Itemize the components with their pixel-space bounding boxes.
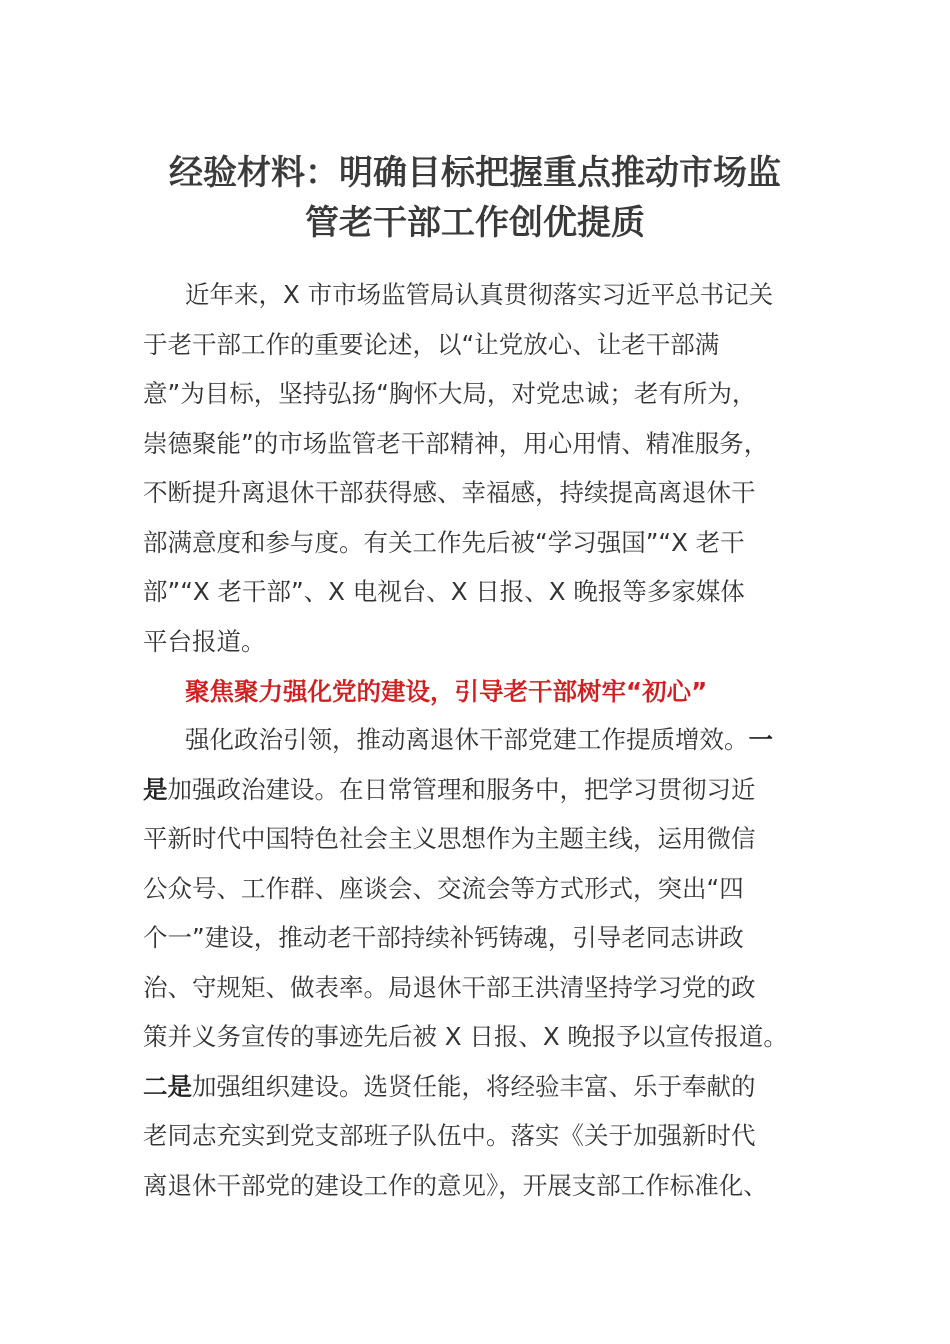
paragraph-line: 策并义务宣传的事迹先后被 X 日报、X 晚报予以宣传报道。	[143, 1022, 788, 1051]
paragraph-line: 于老干部工作的重要论述，以“让党放心、让老干部满	[143, 329, 720, 359]
paragraph-line: 意”为目标，坚持弘扬“胸怀大局，对党忠诚；老有所为，	[143, 379, 757, 408]
paragraph-line: 不断提升离退休干部获得感、幸福感，持续提高离退休干	[143, 478, 756, 507]
paragraph-line: 崇德聚能”的市场监管老干部精神，用心用情、精准服务，	[143, 428, 769, 458]
paragraph-line: 部”“X 老干部”、X 电视台、X 日报、X 晚报等多家媒体	[143, 577, 745, 606]
line-text: 加强政治建设。在日常管理和服务中，把学习贯彻习近	[167, 774, 756, 804]
bold-marker: 一	[748, 725, 773, 754]
line-text: 加强组织建设。选贤任能，将经验丰富、乐于奉献的	[192, 1071, 756, 1101]
line-text: 强化政治引领，推动离退休干部党建工作提质增效。	[185, 725, 749, 754]
paragraph-line: 平新时代中国特色社会主义思想作为主题主线，运用微信	[143, 824, 756, 853]
title-line-2: 管老干部工作创优提质	[305, 203, 645, 243]
paragraph-line: 老同志充实到党支部班子队伍中。落实《关于加强新时代	[143, 1121, 756, 1150]
section-heading: 聚焦聚力强化党的建设，引导老干部树牢“初心”	[185, 677, 708, 706]
paragraph-line: 平台报道。	[143, 626, 266, 656]
paragraph-line: 个一”建设，推动老干部持续补钙铸魂，引导老同志讲政	[143, 923, 744, 952]
intro-paragraph	[143, 270, 808, 666]
body-paragraph	[143, 715, 808, 1210]
paragraph-line: 公众号、工作群、座谈会、交流会等方式形式，突出“四	[143, 873, 744, 903]
paragraph-line	[143, 715, 808, 765]
paragraph-line: 部满意度和参与度。有关工作先后被“学习强国”“X 老干	[143, 527, 745, 557]
bold-marker: 是	[143, 774, 168, 804]
title-line-1: 经验材料：明确目标把握重点推动市场监	[169, 153, 781, 193]
paragraph-line	[143, 765, 808, 815]
bold-marker: 二是	[143, 1071, 192, 1101]
paragraph-line: 离退休干部党的建设工作的意见》，开展支部工作标准化、	[143, 1170, 768, 1200]
paragraph-line	[143, 1062, 808, 1112]
paragraph-line: 治、守规矩、做表率。局退休干部王洪清坚持学习党的政	[143, 972, 756, 1002]
paragraph-line: 近年来，X 市市场监管局认真贯彻落实习近平总书记关	[185, 280, 774, 309]
document-title	[120, 148, 830, 248]
